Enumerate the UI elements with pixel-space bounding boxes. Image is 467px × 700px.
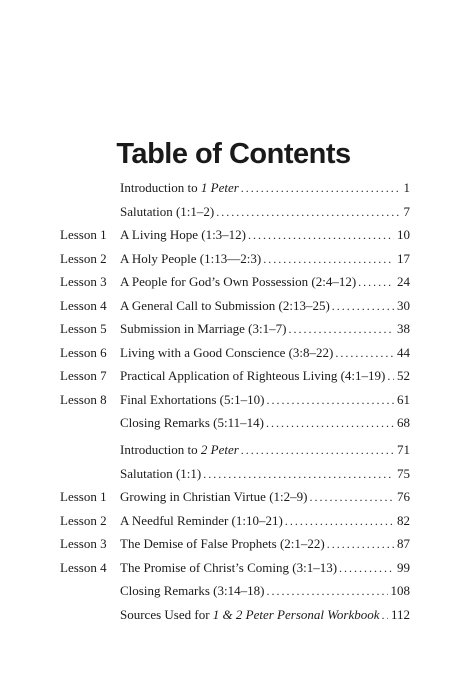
dot-leader (387, 368, 394, 384)
entry-line (120, 536, 410, 552)
entry-title (120, 415, 264, 431)
lesson-number: Lesson 2 (60, 250, 107, 266)
lesson-number: Lesson 3 (60, 274, 107, 289)
entry-line (120, 227, 410, 243)
page-number: 10 (397, 227, 410, 242)
dot-leader (266, 583, 387, 599)
dot-leader (382, 607, 388, 623)
page-number: 61 (397, 391, 410, 407)
entry-line (120, 607, 410, 623)
entry-title (120, 274, 356, 290)
entry-title (120, 298, 330, 314)
page-number: 68 (397, 415, 410, 430)
toc-entry[interactable] (60, 583, 410, 607)
entry-title-text: A People for God’s Own Possession (2:4–12) (120, 274, 357, 289)
dot-leader (248, 227, 394, 243)
toc-entry[interactable] (60, 368, 410, 392)
toc-entry[interactable] (60, 466, 410, 490)
page-number: 7 (403, 203, 410, 219)
entry-line (120, 321, 410, 337)
lesson-number: Lesson 1 (60, 489, 107, 504)
page-number: 52 (397, 368, 410, 383)
entry-title-text: Closing Remarks (5:11–14) (120, 415, 264, 430)
page-number: 30 (397, 297, 410, 313)
entry-line (120, 466, 410, 482)
toc-section-1-peter (60, 180, 410, 439)
entry-title (120, 251, 261, 267)
page-number: 71 (397, 442, 410, 457)
page-number: 38 (397, 321, 410, 336)
entry-title (120, 321, 286, 337)
dot-leader (335, 345, 394, 361)
entry-title-text: Growing in Christian Virtue (1:2–9) (120, 489, 308, 504)
entry-line (120, 560, 410, 576)
entry-line (120, 298, 410, 314)
entry-title (120, 180, 239, 196)
lesson-number: Lesson 2 (60, 512, 107, 528)
entry-title-text: Introduction to (120, 180, 201, 195)
entry-line (120, 442, 410, 458)
dot-leader (216, 204, 400, 220)
toc-entry[interactable] (60, 321, 410, 345)
entry-line (120, 513, 410, 529)
entry-title-text: A Holy People (1:13—2:3) (120, 250, 262, 266)
toc-entry[interactable] (60, 345, 410, 369)
lesson-number: Lesson 1 (60, 227, 107, 242)
entry-title (120, 536, 325, 552)
lesson-number: Lesson 3 (60, 536, 107, 551)
lesson-number: Lesson 6 (60, 344, 107, 360)
entry-title-text: Practical Application of Righteous Living (4:1–19) (120, 368, 386, 383)
page-number: 75 (397, 465, 410, 481)
dot-leader (309, 489, 394, 505)
entry-line (120, 274, 410, 290)
page-number: 1 (403, 180, 410, 195)
lesson-number: Lesson 4 (60, 297, 107, 313)
entry-title-text: Submission in Marriage (3:1–7) (120, 321, 287, 336)
toc-entry[interactable] (60, 513, 410, 537)
entry-line (120, 251, 410, 267)
entry-title (120, 345, 333, 361)
page-number: 44 (397, 344, 410, 360)
toc-entry[interactable] (60, 180, 410, 204)
page-number: 112 (390, 606, 410, 622)
page-number: 76 (397, 489, 410, 504)
lesson-number: Lesson 4 (60, 559, 107, 575)
lesson-number: Lesson 5 (60, 321, 107, 336)
toc-entry[interactable] (60, 392, 410, 416)
entry-title-text: Closing Remarks (3:14–18) (120, 583, 265, 598)
entry-title-text: Introduction to (120, 442, 201, 457)
dot-leader (285, 513, 394, 529)
toc-entry[interactable] (60, 298, 410, 322)
entry-title-text: Salutation (1:1) (120, 465, 202, 481)
page-title: Table of Contents (116, 138, 351, 170)
dot-leader (241, 180, 401, 196)
entry-line (120, 368, 410, 384)
entry-title-text: The Promise of Christ’s Coming (3:1–13) (120, 559, 338, 575)
dot-leader (241, 442, 394, 458)
entry-title (120, 204, 214, 220)
entry-line (120, 392, 410, 408)
page-number: 108 (390, 583, 410, 598)
entry-title-italic: 1 Peter (200, 180, 239, 195)
toc-entry[interactable] (60, 536, 410, 560)
toc-entry[interactable] (60, 442, 410, 466)
entry-title (120, 227, 246, 243)
entry-title-text: A Needful Reminder (1:10–21) (120, 512, 283, 528)
toc-entry[interactable] (60, 489, 410, 513)
dot-leader (266, 415, 394, 431)
dot-leader (339, 560, 394, 576)
page-number: 87 (397, 536, 410, 551)
entry-line (120, 204, 410, 220)
entry-line (120, 489, 410, 505)
toc-entry[interactable] (60, 415, 410, 439)
entry-line (120, 583, 410, 599)
entry-title (120, 583, 264, 599)
page-number: 82 (397, 512, 410, 528)
toc-entry[interactable] (60, 607, 410, 631)
entry-title-text: Sources Used for (120, 606, 213, 622)
entry-title (120, 560, 337, 576)
dot-leader (288, 321, 394, 337)
entry-title-text: Living with a Good Conscience (3:8–22) (120, 344, 334, 360)
entry-title (120, 392, 264, 408)
entry-title-text: A General Call to Submission (2:13–25) (120, 297, 330, 313)
entry-title-text: Final Exhortations (5:1–10) (120, 391, 265, 407)
entry-title-text: The Demise of False Prophets (2:1–22) (120, 536, 325, 551)
entry-title-text: A Living Hope (1:3–12) (120, 227, 247, 242)
entry-title-italic: 1 & 2 Peter Personal Workbook (212, 606, 380, 622)
entry-title (120, 368, 385, 384)
toc-entry[interactable] (60, 251, 410, 275)
entry-line (120, 415, 410, 431)
entry-title (120, 513, 283, 529)
dot-leader (327, 536, 394, 552)
dot-leader (263, 251, 394, 267)
page-number: 99 (397, 559, 410, 575)
entry-title-text: Salutation (1:1–2) (120, 203, 215, 219)
entry-title (120, 607, 380, 623)
dot-leader (332, 298, 394, 314)
toc-entry[interactable] (60, 560, 410, 584)
toc-entry[interactable] (60, 204, 410, 228)
entry-line (120, 345, 410, 361)
page-number: 24 (397, 274, 410, 289)
dot-leader (203, 466, 394, 482)
entry-title (120, 466, 201, 482)
toc-section-2-peter (60, 442, 410, 630)
dot-leader (266, 392, 394, 408)
entry-line (120, 180, 410, 196)
page-number: 17 (397, 250, 410, 266)
entry-title-italic: 2 Peter (200, 442, 239, 457)
dot-leader (358, 274, 394, 290)
lesson-number: Lesson 8 (60, 391, 107, 407)
lesson-number: Lesson 7 (60, 368, 107, 383)
entry-title (120, 442, 239, 458)
entry-title (120, 489, 307, 505)
toc-entry[interactable] (60, 274, 410, 298)
toc-entry[interactable] (60, 227, 410, 251)
